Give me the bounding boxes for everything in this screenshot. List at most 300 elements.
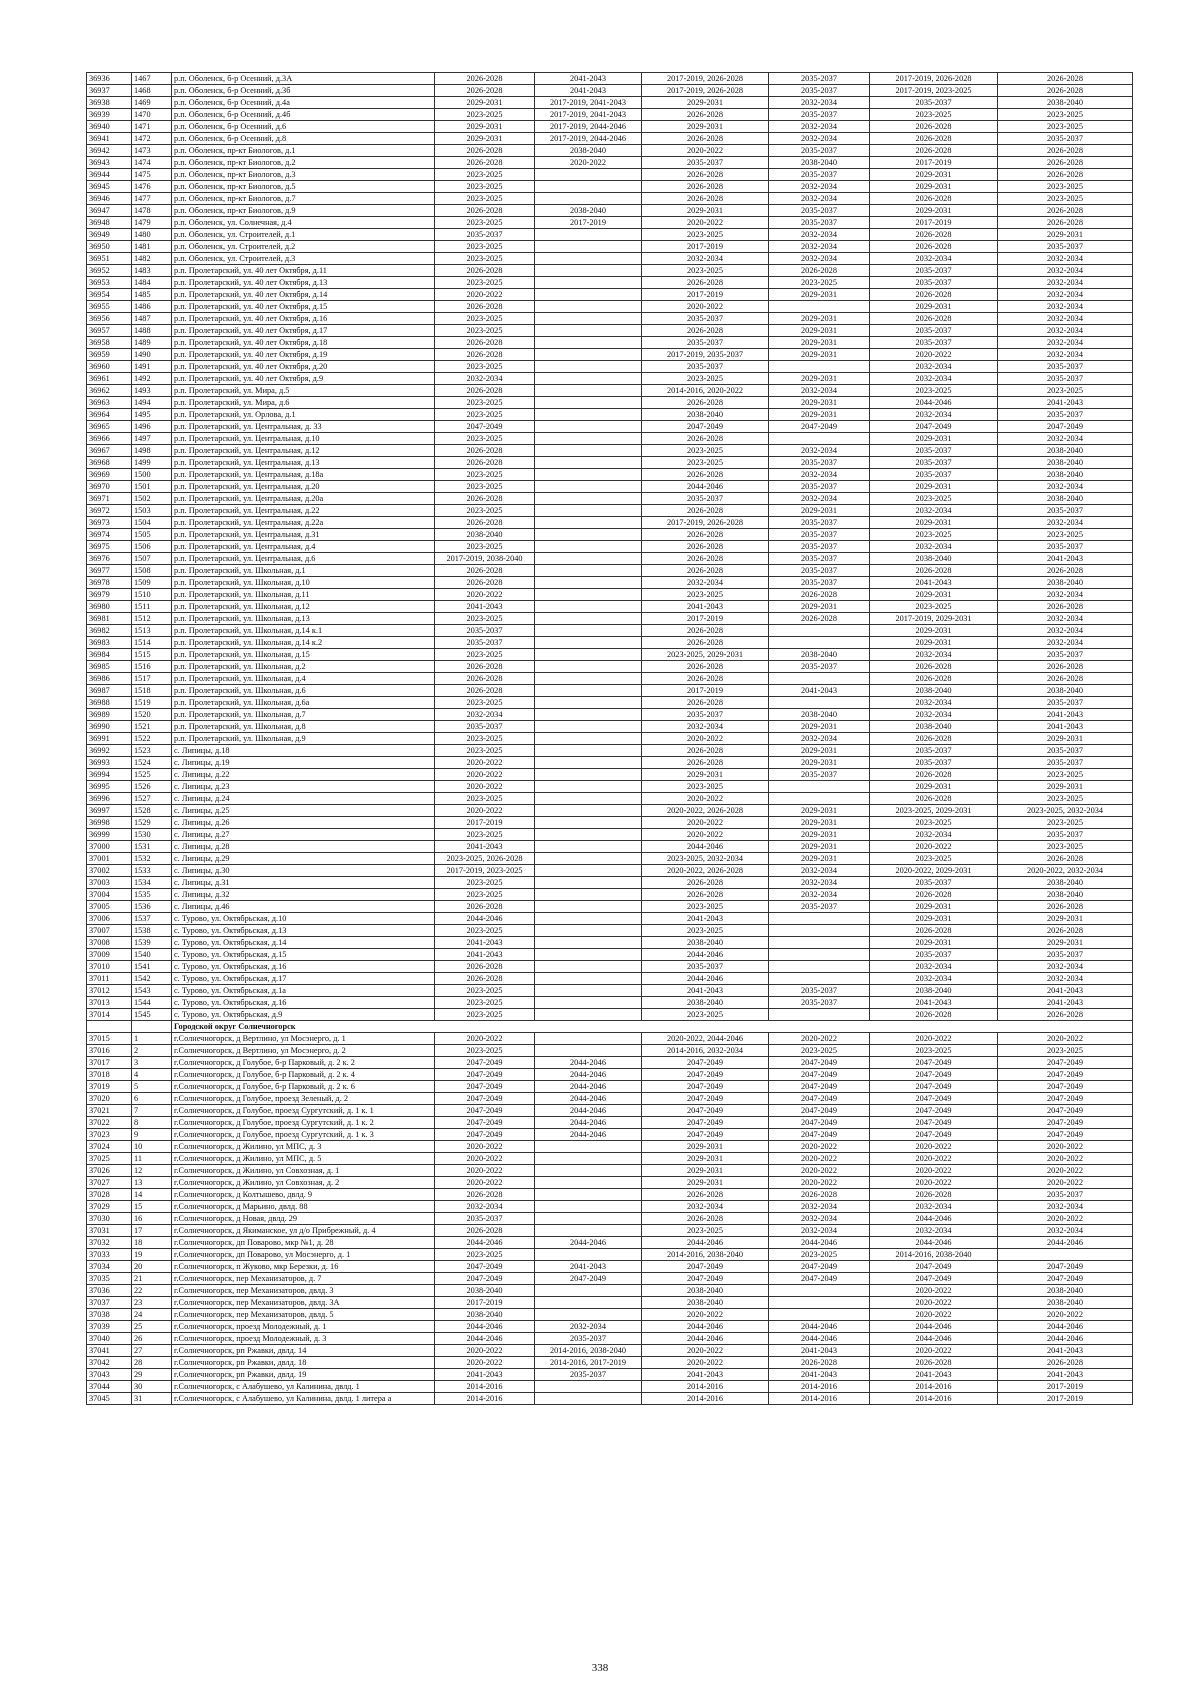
cell-period-f: 2038-2040: [998, 1297, 1133, 1309]
cell-row-number: 36971: [87, 493, 132, 505]
cell-period-e: 2026-2028: [870, 793, 998, 805]
cell-period-b: [535, 865, 642, 877]
cell-period-b: [535, 913, 642, 925]
cell-period-a: 2023-2025: [435, 169, 535, 181]
cell-period-f: 2023-2025: [998, 1045, 1133, 1057]
cell-period-e: 2017-2019: [870, 217, 998, 229]
cell-address: с. Турово, ул. Октябрьская, д.9: [172, 1009, 435, 1021]
cell-address: с. Липицы, д.32: [172, 889, 435, 901]
cell-item-number: 23: [132, 1297, 172, 1309]
cell-row-number: 36986: [87, 673, 132, 685]
cell-period-f: 2020-2022: [998, 1033, 1133, 1045]
cell-period-c: 2020-2022, 2026-2028: [642, 865, 769, 877]
cell-period-a: 2026-2028: [435, 565, 535, 577]
cell-period-c: 2020-2022: [642, 301, 769, 313]
cell-row-number: 36961: [87, 373, 132, 385]
table-row: [87, 313, 1133, 325]
table-row: [87, 169, 1133, 181]
cell-period-c: 2026-2028: [642, 745, 769, 757]
cell-period-b: [535, 769, 642, 781]
cell-item-number: 1493: [132, 385, 172, 397]
cell-period-d: 2035-2037: [769, 517, 870, 529]
cell-row-number: 37038: [87, 1309, 132, 1321]
cell-period-e: 2026-2028: [870, 289, 998, 301]
cell-period-a: 2023-2025: [435, 697, 535, 709]
cell-period-c: 2026-2028: [642, 433, 769, 445]
cell-period-c: 2023-2025: [642, 1225, 769, 1237]
cell-period-f: 2041-2043: [998, 1369, 1133, 1381]
cell-row-number: 37026: [87, 1165, 132, 1177]
table-row: [87, 541, 1133, 553]
cell-row-number: 36945: [87, 181, 132, 193]
cell-period-a: 2035-2037: [435, 637, 535, 649]
cell-period-c: 2047-2049: [642, 421, 769, 433]
cell-period-b: [535, 1009, 642, 1021]
cell-item-number: 3: [132, 1057, 172, 1069]
cell-row-number: 36964: [87, 409, 132, 421]
cell-address: с. Липицы, д.46: [172, 901, 435, 913]
cell-period-a: 2026-2028: [435, 673, 535, 685]
table-row: [87, 1057, 1133, 1069]
cell-row-number: 37036: [87, 1285, 132, 1297]
cell-item-number: 1517: [132, 673, 172, 685]
cell-row-number: 37004: [87, 889, 132, 901]
cell-period-e: 2029-2031: [870, 169, 998, 181]
cell-period-f: 2032-2034: [998, 253, 1133, 265]
cell-period-c: 2017-2019: [642, 289, 769, 301]
cell-period-c: 2026-2028: [642, 133, 769, 145]
cell-period-d: 2035-2037: [769, 145, 870, 157]
cell-period-c: 2023-2025: [642, 445, 769, 457]
cell-row-number: 36952: [87, 265, 132, 277]
cell-item-number: 1478: [132, 205, 172, 217]
cell-period-c: 2017-2019: [642, 685, 769, 697]
cell-address: г.Солнечногорск, д Марьино, двлд. 88: [172, 1201, 435, 1213]
cell-item-number: 1531: [132, 841, 172, 853]
cell-address: р.п. Оболенск, пр-кт Биологов, д.5: [172, 181, 435, 193]
cell-period-c: 2044-2046: [642, 973, 769, 985]
cell-period-a: 2047-2049: [435, 1105, 535, 1117]
cell-period-f: 2023-2025: [998, 181, 1133, 193]
table-row: [87, 913, 1133, 925]
cell-item-number: 1545: [132, 1009, 172, 1021]
cell-period-f: 2035-2037: [998, 649, 1133, 661]
cell-period-a: 2047-2049: [435, 1081, 535, 1093]
cell-item-number: 1470: [132, 109, 172, 121]
cell-address: р.п. Пролетарский, ул. 40 лет Октября, д.16: [172, 313, 435, 325]
cell-period-d: 2020-2022: [769, 1165, 870, 1177]
cell-period-d: 2047-2049: [769, 1093, 870, 1105]
cell-period-e: 2029-2031: [870, 781, 998, 793]
cell-period-b: 2044-2046: [535, 1105, 642, 1117]
cell-row-number: 37011: [87, 973, 132, 985]
cell-period-c: 2026-2028: [642, 1189, 769, 1201]
cell-period-b: 2035-2037: [535, 1333, 642, 1345]
cell-period-c: 2014-2016, 2020-2022: [642, 385, 769, 397]
cell-item-number: 1523: [132, 745, 172, 757]
cell-row-number: 36963: [87, 397, 132, 409]
cell-period-c: 2026-2028: [642, 697, 769, 709]
table-row: [87, 181, 1133, 193]
cell-period-b: 2017-2019, 2044-2046: [535, 133, 642, 145]
cell-period-e: 2038-2040: [870, 553, 998, 565]
cell-period-e: 2044-2046: [870, 397, 998, 409]
cell-period-c: 2038-2040: [642, 1297, 769, 1309]
cell-period-b: [535, 505, 642, 517]
cell-item-number: 1496: [132, 421, 172, 433]
cell-item-number: 1490: [132, 349, 172, 361]
cell-period-d: 2035-2037: [769, 85, 870, 97]
cell-period-b: [535, 1213, 642, 1225]
cell-period-b: [535, 241, 642, 253]
cell-row-number: 37035: [87, 1273, 132, 1285]
cell-period-a: 2023-2025: [435, 217, 535, 229]
cell-period-b: [535, 553, 642, 565]
cell-period-a: 2026-2028: [435, 157, 535, 169]
cell-period-d: 2035-2037: [769, 217, 870, 229]
cell-address: г.Солнечногорск, д Голубое, проезд Зеленый, д. 2: [172, 1093, 435, 1105]
table-row: [87, 1249, 1133, 1261]
cell-period-a: 2026-2028: [435, 385, 535, 397]
table-row: [87, 457, 1133, 469]
cell-period-a: 2020-2022: [435, 1177, 535, 1189]
cell-period-f: 2035-2037: [998, 241, 1133, 253]
cell-period-b: [535, 337, 642, 349]
cell-period-a: 2023-2025: [435, 277, 535, 289]
table-row: [87, 481, 1133, 493]
table-row: [87, 589, 1133, 601]
cell-item-number: 1489: [132, 337, 172, 349]
cell-address: р.п. Пролетарский, ул. Школьная, д.8: [172, 721, 435, 733]
cell-period-f: 2035-2037: [998, 1189, 1133, 1201]
cell-period-e: 2026-2028: [870, 661, 998, 673]
cell-row-number: 36981: [87, 613, 132, 625]
cell-item-number: 1476: [132, 181, 172, 193]
cell-period-a: 2023-2025: [435, 889, 535, 901]
cell-item-number: 1473: [132, 145, 172, 157]
table-row: [87, 337, 1133, 349]
cell-item-number: 1533: [132, 865, 172, 877]
cell-period-b: [535, 577, 642, 589]
cell-period-b: [535, 637, 642, 649]
table-row: [87, 1117, 1133, 1129]
cell-period-a: 2017-2019, 2023-2025: [435, 865, 535, 877]
cell-period-e: 2020-2022: [870, 1297, 998, 1309]
cell-period-c: 2044-2046: [642, 481, 769, 493]
cell-item-number: 1532: [132, 853, 172, 865]
table-row: [87, 961, 1133, 973]
cell-address: г.Солнечногорск, д Жилино, ул Совхозная, д. 2: [172, 1177, 435, 1189]
cell-period-f: 2032-2034: [998, 481, 1133, 493]
table-row: [87, 745, 1133, 757]
cell-period-b: [535, 973, 642, 985]
cell-period-d: 2041-2043: [769, 1369, 870, 1381]
cell-period-e: 2014-2016: [870, 1381, 998, 1393]
cell-address: г.Солнечногорск, рп Ржавки, двлд. 14: [172, 1345, 435, 1357]
cell-period-d: 2032-2034: [769, 445, 870, 457]
cell-row-number: 37023: [87, 1129, 132, 1141]
cell-period-a: 2026-2028: [435, 1189, 535, 1201]
cell-period-a: 2026-2028: [435, 205, 535, 217]
cell-period-e: 2032-2034: [870, 829, 998, 841]
cell-period-f: 2026-2028: [998, 565, 1133, 577]
address-schedule-table: [86, 72, 1133, 1405]
cell-row-number: 37039: [87, 1321, 132, 1333]
cell-period-c: 2047-2049: [642, 1117, 769, 1129]
cell-address: с. Липицы, д.24: [172, 793, 435, 805]
cell-period-c: 2047-2049: [642, 1069, 769, 1081]
cell-row-number: 36973: [87, 517, 132, 529]
cell-period-d: [769, 781, 870, 793]
cell-period-f: 2047-2049: [998, 1105, 1133, 1117]
cell-period-e: 2029-2031: [870, 517, 998, 529]
cell-period-d: 2032-2034: [769, 733, 870, 745]
cell-period-e: 2044-2046: [870, 1333, 998, 1345]
cell-period-b: [535, 385, 642, 397]
cell-period-d: 2032-2034: [769, 1201, 870, 1213]
cell-period-e: 2029-2031: [870, 481, 998, 493]
cell-period-c: 2047-2049: [642, 1129, 769, 1141]
cell-item-number: 1505: [132, 529, 172, 541]
cell-period-a: 2023-2025: [435, 649, 535, 661]
table-row: [87, 1009, 1133, 1021]
cell-address: р.п. Пролетарский, ул. 40 лет Октября, д.9: [172, 373, 435, 385]
cell-period-f: 2029-2031: [998, 913, 1133, 925]
cell-item-number: 1506: [132, 541, 172, 553]
cell-period-e: 2020-2022: [870, 841, 998, 853]
cell-period-a: 2026-2028: [435, 457, 535, 469]
cell-period-c: 2017-2019, 2035-2037: [642, 349, 769, 361]
cell-row-number: 37027: [87, 1177, 132, 1189]
cell-period-f: 2032-2034: [998, 973, 1133, 985]
cell-period-b: [535, 265, 642, 277]
cell-item-number: 1492: [132, 373, 172, 385]
cell-period-a: 2035-2037: [435, 229, 535, 241]
table-row: [87, 973, 1133, 985]
cell-row-number: 37021: [87, 1105, 132, 1117]
cell-period-d: 2020-2022: [769, 1153, 870, 1165]
cell-row-number: 37025: [87, 1153, 132, 1165]
cell-item-number: 1514: [132, 637, 172, 649]
cell-period-e: 2023-2025: [870, 817, 998, 829]
cell-period-a: 2020-2022: [435, 1141, 535, 1153]
cell-period-a: 2038-2040: [435, 529, 535, 541]
section-header-row: [87, 1021, 1133, 1033]
cell-period-d: 2035-2037: [769, 985, 870, 997]
cell-period-f: 2032-2034: [998, 265, 1133, 277]
cell-item-number: 1468: [132, 85, 172, 97]
cell-address: р.п. Пролетарский, ул. Школьная, д.1: [172, 565, 435, 577]
cell-period-a: 2026-2028: [435, 685, 535, 697]
section-cell-empty: [132, 1021, 172, 1033]
cell-period-a: 2020-2022: [435, 757, 535, 769]
cell-row-number: 36940: [87, 121, 132, 133]
cell-address: с. Турово, ул. Октябрьская, д.16: [172, 961, 435, 973]
cell-item-number: 27: [132, 1345, 172, 1357]
cell-period-b: [535, 325, 642, 337]
cell-period-e: 2020-2022: [870, 1141, 998, 1153]
cell-period-d: 2029-2031: [769, 829, 870, 841]
cell-period-f: 2038-2040: [998, 445, 1133, 457]
cell-period-c: 2047-2049: [642, 1093, 769, 1105]
cell-item-number: 1510: [132, 589, 172, 601]
cell-period-c: 2035-2037: [642, 709, 769, 721]
table-row: [87, 205, 1133, 217]
cell-period-d: 2035-2037: [769, 901, 870, 913]
cell-period-a: 2026-2028: [435, 661, 535, 673]
cell-period-b: [535, 445, 642, 457]
cell-period-b: [535, 805, 642, 817]
cell-period-f: 2020-2022: [998, 1153, 1133, 1165]
cell-item-number: 1474: [132, 157, 172, 169]
cell-row-number: 37008: [87, 937, 132, 949]
cell-item-number: 1: [132, 1033, 172, 1045]
cell-item-number: 1487: [132, 313, 172, 325]
cell-period-d: 2044-2046: [769, 1237, 870, 1249]
cell-period-a: 2023-2025: [435, 541, 535, 553]
cell-period-b: 2044-2046: [535, 1117, 642, 1129]
cell-item-number: 1536: [132, 901, 172, 913]
cell-period-b: [535, 1141, 642, 1153]
table-row: [87, 733, 1133, 745]
cell-address: с. Турово, ул. Октябрьская, д.10: [172, 913, 435, 925]
cell-item-number: 1498: [132, 445, 172, 457]
cell-address: р.п. Пролетарский, ул. Центральная, д.22а: [172, 517, 435, 529]
cell-period-c: 2047-2049: [642, 1105, 769, 1117]
cell-period-e: 2017-2019, 2029-2031: [870, 613, 998, 625]
cell-item-number: 18: [132, 1237, 172, 1249]
cell-period-d: 2047-2049: [769, 1117, 870, 1129]
cell-period-d: 2029-2031: [769, 505, 870, 517]
cell-period-b: [535, 949, 642, 961]
table-row: [87, 529, 1133, 541]
cell-address: г.Солнечногорск, с Алабушево, ул Калинина, двлд. 1 литера а: [172, 1393, 435, 1405]
table-row: [87, 265, 1133, 277]
cell-period-c: 2041-2043: [642, 601, 769, 613]
cell-period-c: 2026-2028: [642, 637, 769, 649]
table-row: [87, 1273, 1133, 1285]
cell-period-e: 2026-2028: [870, 1189, 998, 1201]
cell-period-a: 2041-2043: [435, 937, 535, 949]
cell-period-b: [535, 481, 642, 493]
cell-period-e: 2035-2037: [870, 97, 998, 109]
cell-address: г.Солнечногорск, дп Поварово, ул Мосэнерго, д. 1: [172, 1249, 435, 1261]
cell-period-c: 2017-2019, 2026-2028: [642, 517, 769, 529]
table-row: [87, 997, 1133, 1009]
cell-period-a: 2023-2025: [435, 829, 535, 841]
cell-period-f: 2047-2049: [998, 1129, 1133, 1141]
cell-period-a: 2026-2028: [435, 145, 535, 157]
cell-row-number: 37005: [87, 901, 132, 913]
cell-item-number: 1484: [132, 277, 172, 289]
cell-period-b: [535, 961, 642, 973]
cell-item-number: 21: [132, 1273, 172, 1285]
cell-period-e: 2020-2022: [870, 349, 998, 361]
cell-period-a: 2023-2025: [435, 1009, 535, 1021]
cell-period-f: 2035-2037: [998, 409, 1133, 421]
cell-period-c: 2032-2034: [642, 253, 769, 265]
cell-row-number: 36941: [87, 133, 132, 145]
cell-period-f: 2047-2049: [998, 1261, 1133, 1273]
cell-period-e: 2029-2031: [870, 937, 998, 949]
cell-period-a: 2023-2025: [435, 1045, 535, 1057]
cell-period-a: 2023-2025: [435, 193, 535, 205]
cell-period-d: [769, 1297, 870, 1309]
cell-period-e: 2035-2037: [870, 745, 998, 757]
cell-row-number: 36994: [87, 769, 132, 781]
cell-period-d: 2035-2037: [769, 205, 870, 217]
cell-period-b: [535, 229, 642, 241]
cell-period-f: 2032-2034: [998, 517, 1133, 529]
cell-period-f: 2023-2025: [998, 193, 1133, 205]
cell-period-a: 2023-2025: [435, 505, 535, 517]
table-row: [87, 133, 1133, 145]
cell-address: р.п. Пролетарский, ул. Центральная, д. 33: [172, 421, 435, 433]
cell-period-b: 2017-2019: [535, 217, 642, 229]
cell-period-f: 2047-2049: [998, 1117, 1133, 1129]
cell-address: р.п. Оболенск, б-р Осенний, д.6: [172, 121, 435, 133]
cell-row-number: 36953: [87, 277, 132, 289]
cell-item-number: 1507: [132, 553, 172, 565]
cell-period-b: [535, 277, 642, 289]
cell-period-d: 2035-2037: [769, 553, 870, 565]
cell-address: р.п. Пролетарский, ул. 40 лет Октября, д.19: [172, 349, 435, 361]
cell-item-number: 2: [132, 1045, 172, 1057]
cell-period-a: 2026-2028: [435, 265, 535, 277]
cell-period-c: 2023-2025: [642, 265, 769, 277]
cell-row-number: 37045: [87, 1393, 132, 1405]
cell-period-b: [535, 193, 642, 205]
cell-address: с. Липицы, д.22: [172, 769, 435, 781]
cell-item-number: 1538: [132, 925, 172, 937]
table-row: [87, 277, 1133, 289]
table-row: [87, 661, 1133, 673]
cell-address: г.Солнечногорск, д Жилино, ул МПС, д. 5: [172, 1153, 435, 1165]
cell-period-e: 2047-2049: [870, 1261, 998, 1273]
cell-period-d: 2047-2049: [769, 421, 870, 433]
cell-period-b: 2038-2040: [535, 205, 642, 217]
cell-address: г.Солнечногорск, д Голубое, б-р Парковый, д. 2 к. 2: [172, 1057, 435, 1069]
cell-period-c: 2026-2028: [642, 625, 769, 637]
cell-period-f: [998, 1249, 1133, 1261]
cell-period-f: 2038-2040: [998, 493, 1133, 505]
cell-address: г.Солнечногорск, д Колтышево, двлд. 9: [172, 1189, 435, 1201]
cell-row-number: 36947: [87, 205, 132, 217]
cell-item-number: 1509: [132, 577, 172, 589]
cell-period-d: 2035-2037: [769, 661, 870, 673]
cell-item-number: 17: [132, 1225, 172, 1237]
cell-period-e: 2029-2031: [870, 181, 998, 193]
cell-item-number: 5: [132, 1081, 172, 1093]
cell-period-f: 2035-2037: [998, 361, 1133, 373]
table-row: [87, 85, 1133, 97]
table-row: [87, 505, 1133, 517]
cell-period-b: [535, 1165, 642, 1177]
cell-period-a: 2017-2019: [435, 1297, 535, 1309]
cell-item-number: 6: [132, 1093, 172, 1105]
cell-period-d: 2044-2046: [769, 1321, 870, 1333]
cell-period-c: 2026-2028: [642, 325, 769, 337]
cell-item-number: 1542: [132, 973, 172, 985]
cell-period-b: [535, 1309, 642, 1321]
cell-period-d: 2032-2034: [769, 1225, 870, 1237]
cell-row-number: 37019: [87, 1081, 132, 1093]
cell-period-e: 2026-2028: [870, 565, 998, 577]
cell-period-d: 2026-2028: [769, 589, 870, 601]
cell-period-c: 2020-2022: [642, 145, 769, 157]
cell-item-number: 31: [132, 1393, 172, 1405]
cell-period-c: 2029-2031: [642, 1153, 769, 1165]
